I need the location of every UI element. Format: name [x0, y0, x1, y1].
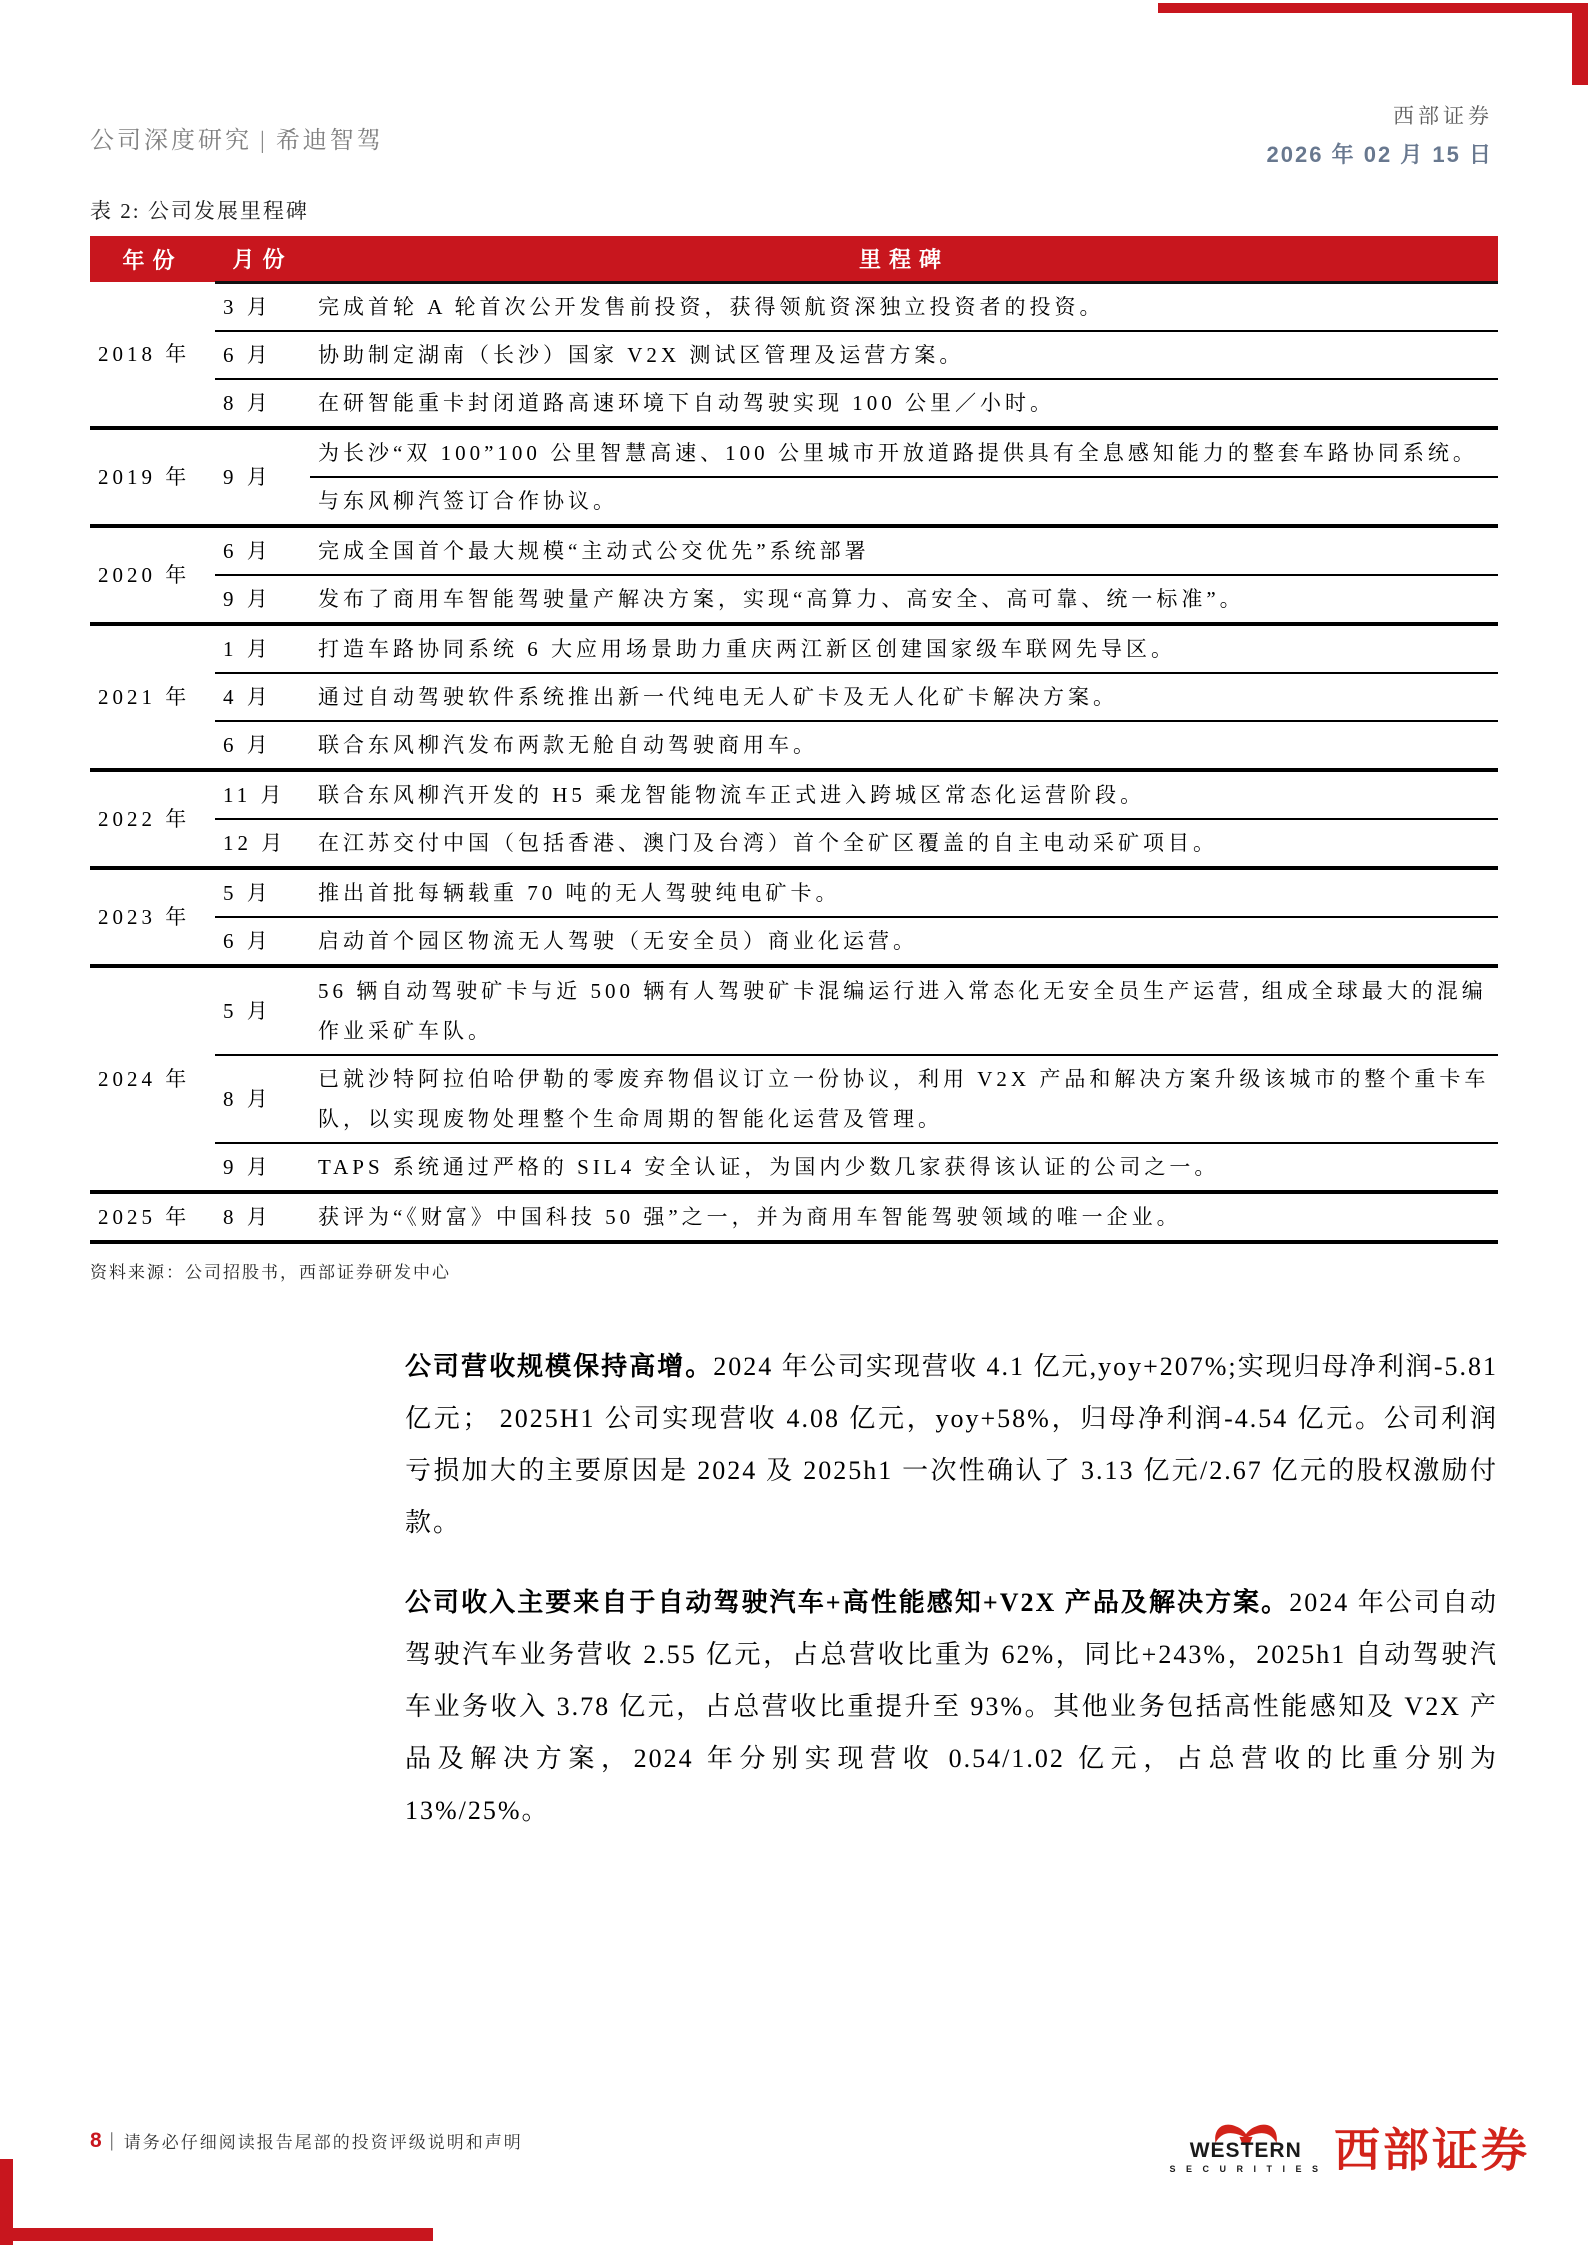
table-row — [90, 868, 1498, 917]
milestone-cell: 与东风柳汽签订合作协议。 — [310, 477, 1498, 526]
milestone-cell: 完成首轮 A 轮首次公开发售前投资，获得领航资深独立投资者的投资。 — [310, 282, 1498, 331]
table-row — [90, 1192, 1498, 1242]
table-row — [90, 331, 1498, 379]
table-title: 表 2: 公司发展里程碑 — [90, 199, 309, 223]
month-cell: 8 月 — [215, 379, 310, 428]
month-cell: 11 月 — [215, 770, 310, 819]
brand-name: 西部证券 — [1393, 104, 1493, 128]
paragraph-lead: 公司营收规模保持高增。 — [405, 1351, 714, 1381]
table-header-row — [90, 236, 1498, 282]
month-cell: 12 月 — [215, 819, 310, 868]
milestone-cell: 协助制定湖南（长沙）国家 V2X 测试区管理及运营方案。 — [310, 331, 1498, 379]
milestone-cell: 打造车路协同系统 6 大应用场景助力重庆两江新区创建国家级车联网先导区。 — [310, 624, 1498, 673]
milestone-cell: 56 辆自动驾驶矿卡与近 500 辆有人驾驶矿卡混编运行进入常态化无安全员生产运营, 组成全球最大的混编作业采矿车队。 — [310, 966, 1498, 1055]
paragraph-body: 2024 年公司实现营收 4.1 亿元,yoy+207%;实现归母净利润-5.81 亿元； 2025H1 公司实现营收 4.08 亿元，yoy+58%，归母净利润-4.54 亿元。公司利润亏损加大的主要原因是 2024 及 2025h1 一次性确认了 3.13 亿元/2.67 亿元的股权激励付款。 — [405, 1351, 1498, 1537]
main-content — [90, 195, 1498, 1837]
year-cell: 2022 年 — [90, 770, 215, 868]
milestones-table — [90, 236, 1498, 1244]
table-row — [90, 1055, 1498, 1143]
year-cell: 2020 年 — [90, 526, 215, 624]
table-row — [90, 624, 1498, 673]
year-cell: 2023 年 — [90, 868, 215, 966]
col-header-milestone: 里程碑 — [310, 236, 1498, 282]
table-row — [90, 917, 1498, 966]
logo-text-sub: S E C U R I T I E S — [1169, 2163, 1322, 2174]
masthead-right — [1267, 100, 1493, 169]
milestone-cell: 联合东风柳汽发布两款无舱自动驾驶商用车。 — [310, 721, 1498, 770]
month-cell: 4 月 — [215, 673, 310, 721]
table-row — [90, 819, 1498, 868]
bottom-red-bar-horizontal — [0, 2228, 433, 2241]
source-note: 资料来源：公司招股书，西部证券研发中心 — [90, 1262, 451, 1282]
table-row — [90, 379, 1498, 428]
masthead-separator: | — [260, 128, 268, 154]
milestone-cell: 启动首个园区物流无人驾驶（无安全员）商业化运营。 — [310, 917, 1498, 966]
milestone-cell: 获评为“《财富》中国科技 50 强”之一，并为商用车智能驾驶领域的唯一企业。 — [310, 1192, 1498, 1242]
logo-west-block — [1169, 2121, 1322, 2174]
table-row — [90, 1143, 1498, 1192]
month-cell: 6 月 — [215, 526, 310, 575]
year-cell: 2019 年 — [90, 428, 215, 526]
milestone-cell: TAPS 系统通过严格的 SIL4 安全认证，为国内少数几家获得该认证的公司之一。 — [310, 1143, 1498, 1192]
year-cell: 2024 年 — [90, 966, 215, 1192]
milestone-cell: 发布了商用车智能驾驶量产解决方案，实现“高算力、高安全、高可靠、统一标准”。 — [310, 575, 1498, 624]
month-cell: 9 月 — [215, 575, 310, 624]
month-cell: 9 月 — [215, 428, 310, 526]
paragraph-lead: 公司收入主要来自于自动驾驶汽车+高性能感知+V2X 产品及解决方案。 — [405, 1587, 1290, 1617]
doc-type-label: 公司深度研究 — [90, 128, 252, 154]
paragraph-revenue — [405, 1341, 1498, 1549]
footer-disclaimer: 请务必仔细阅读报告尾部的投资评级说明和声明 — [123, 2133, 523, 2152]
table-row — [90, 770, 1498, 819]
top-red-bar-vertical — [1572, 3, 1588, 85]
paragraph-body: 2024 年公司自动驾驶汽车业务营收 2.55 亿元，占总营收比重为 62%，同比+243%，2025h1 自动驾驶汽车业务收入 3.78 亿元，占总营收比重提升至 93%。其他业务包括高性能感知及 V2X 产品及解决方案，2024 年分别实现营收 0.54/1.02 亿元，占总营收的比重分别为 13%/25%。 — [405, 1587, 1498, 1825]
milestone-cell: 在研智能重卡封闭道路高速环境下自动驾驶实现 100 公里／小时。 — [310, 379, 1498, 428]
year-cell: 2021 年 — [90, 624, 215, 770]
milestone-cell: 联合东风柳汽开发的 H5 乘龙智能物流车正式进入跨城区常态化运营阶段。 — [310, 770, 1498, 819]
table-row — [90, 282, 1498, 331]
month-cell: 6 月 — [215, 917, 310, 966]
table-row — [90, 721, 1498, 770]
body-paragraphs — [405, 1341, 1498, 1837]
col-header-month: 月份 — [215, 236, 310, 282]
month-cell: 8 月 — [215, 1055, 310, 1143]
company-name: 希迪智驾 — [275, 128, 384, 154]
milestone-cell: 已就沙特阿拉伯哈伊勒的零废弃物倡议订立一份协议，利用 V2X 产品和解决方案升级该城市的整个重卡车队，以实现废物处理整个生命周期的智能化运营及管理。 — [310, 1055, 1498, 1143]
table-row — [90, 966, 1498, 1055]
month-cell: 8 月 — [215, 1192, 310, 1242]
masthead-left — [90, 120, 384, 155]
logo-text-en: WESTERN — [1189, 2138, 1302, 2162]
month-cell: 6 月 — [215, 331, 310, 379]
top-red-bar-horizontal — [1158, 3, 1579, 13]
month-cell: 1 月 — [215, 624, 310, 673]
logo-text-cn: 西部证券 — [1334, 2124, 1530, 2176]
report-date: 2026 年 02 月 15 日 — [1266, 142, 1493, 167]
month-cell: 5 月 — [215, 868, 310, 917]
milestone-cell: 完成全国首个最大规模“主动式公交优先”系统部署 — [310, 526, 1498, 575]
table-row — [90, 673, 1498, 721]
month-cell: 5 月 — [215, 966, 310, 1055]
year-cell: 2018 年 — [90, 282, 215, 428]
table-row — [90, 428, 1498, 477]
western-securities-logo — [1169, 2114, 1530, 2180]
month-cell: 3 月 — [215, 282, 310, 331]
paragraph-revenue-mix — [405, 1577, 1498, 1837]
milestone-cell: 通过自动驾驶软件系统推出新一代纯电无人矿卡及无人化矿卡解决方案。 — [310, 673, 1498, 721]
year-cell: 2025 年 — [90, 1192, 215, 1242]
footer — [90, 2128, 523, 2153]
milestone-cell: 推出首批每辆载重 70 吨的无人驾驶纯电矿卡。 — [310, 868, 1498, 917]
milestone-cell: 在江苏交付中国（包括香港、澳门及台湾）首个全矿区覆盖的自主电动采矿项目。 — [310, 819, 1498, 868]
milestone-cell: 为长沙“双 100”100 公里智慧高速、100 公里城市开放道路提供具有全息感知能力的整套车路协同系统。 — [310, 428, 1498, 477]
table-row — [90, 526, 1498, 575]
table-row — [90, 575, 1498, 624]
col-header-year: 年份 — [90, 236, 215, 282]
month-cell: 9 月 — [215, 1143, 310, 1192]
footer-separator: | — [109, 2129, 114, 2151]
page-number: 8 — [90, 2128, 102, 2152]
month-cell: 6 月 — [215, 721, 310, 770]
